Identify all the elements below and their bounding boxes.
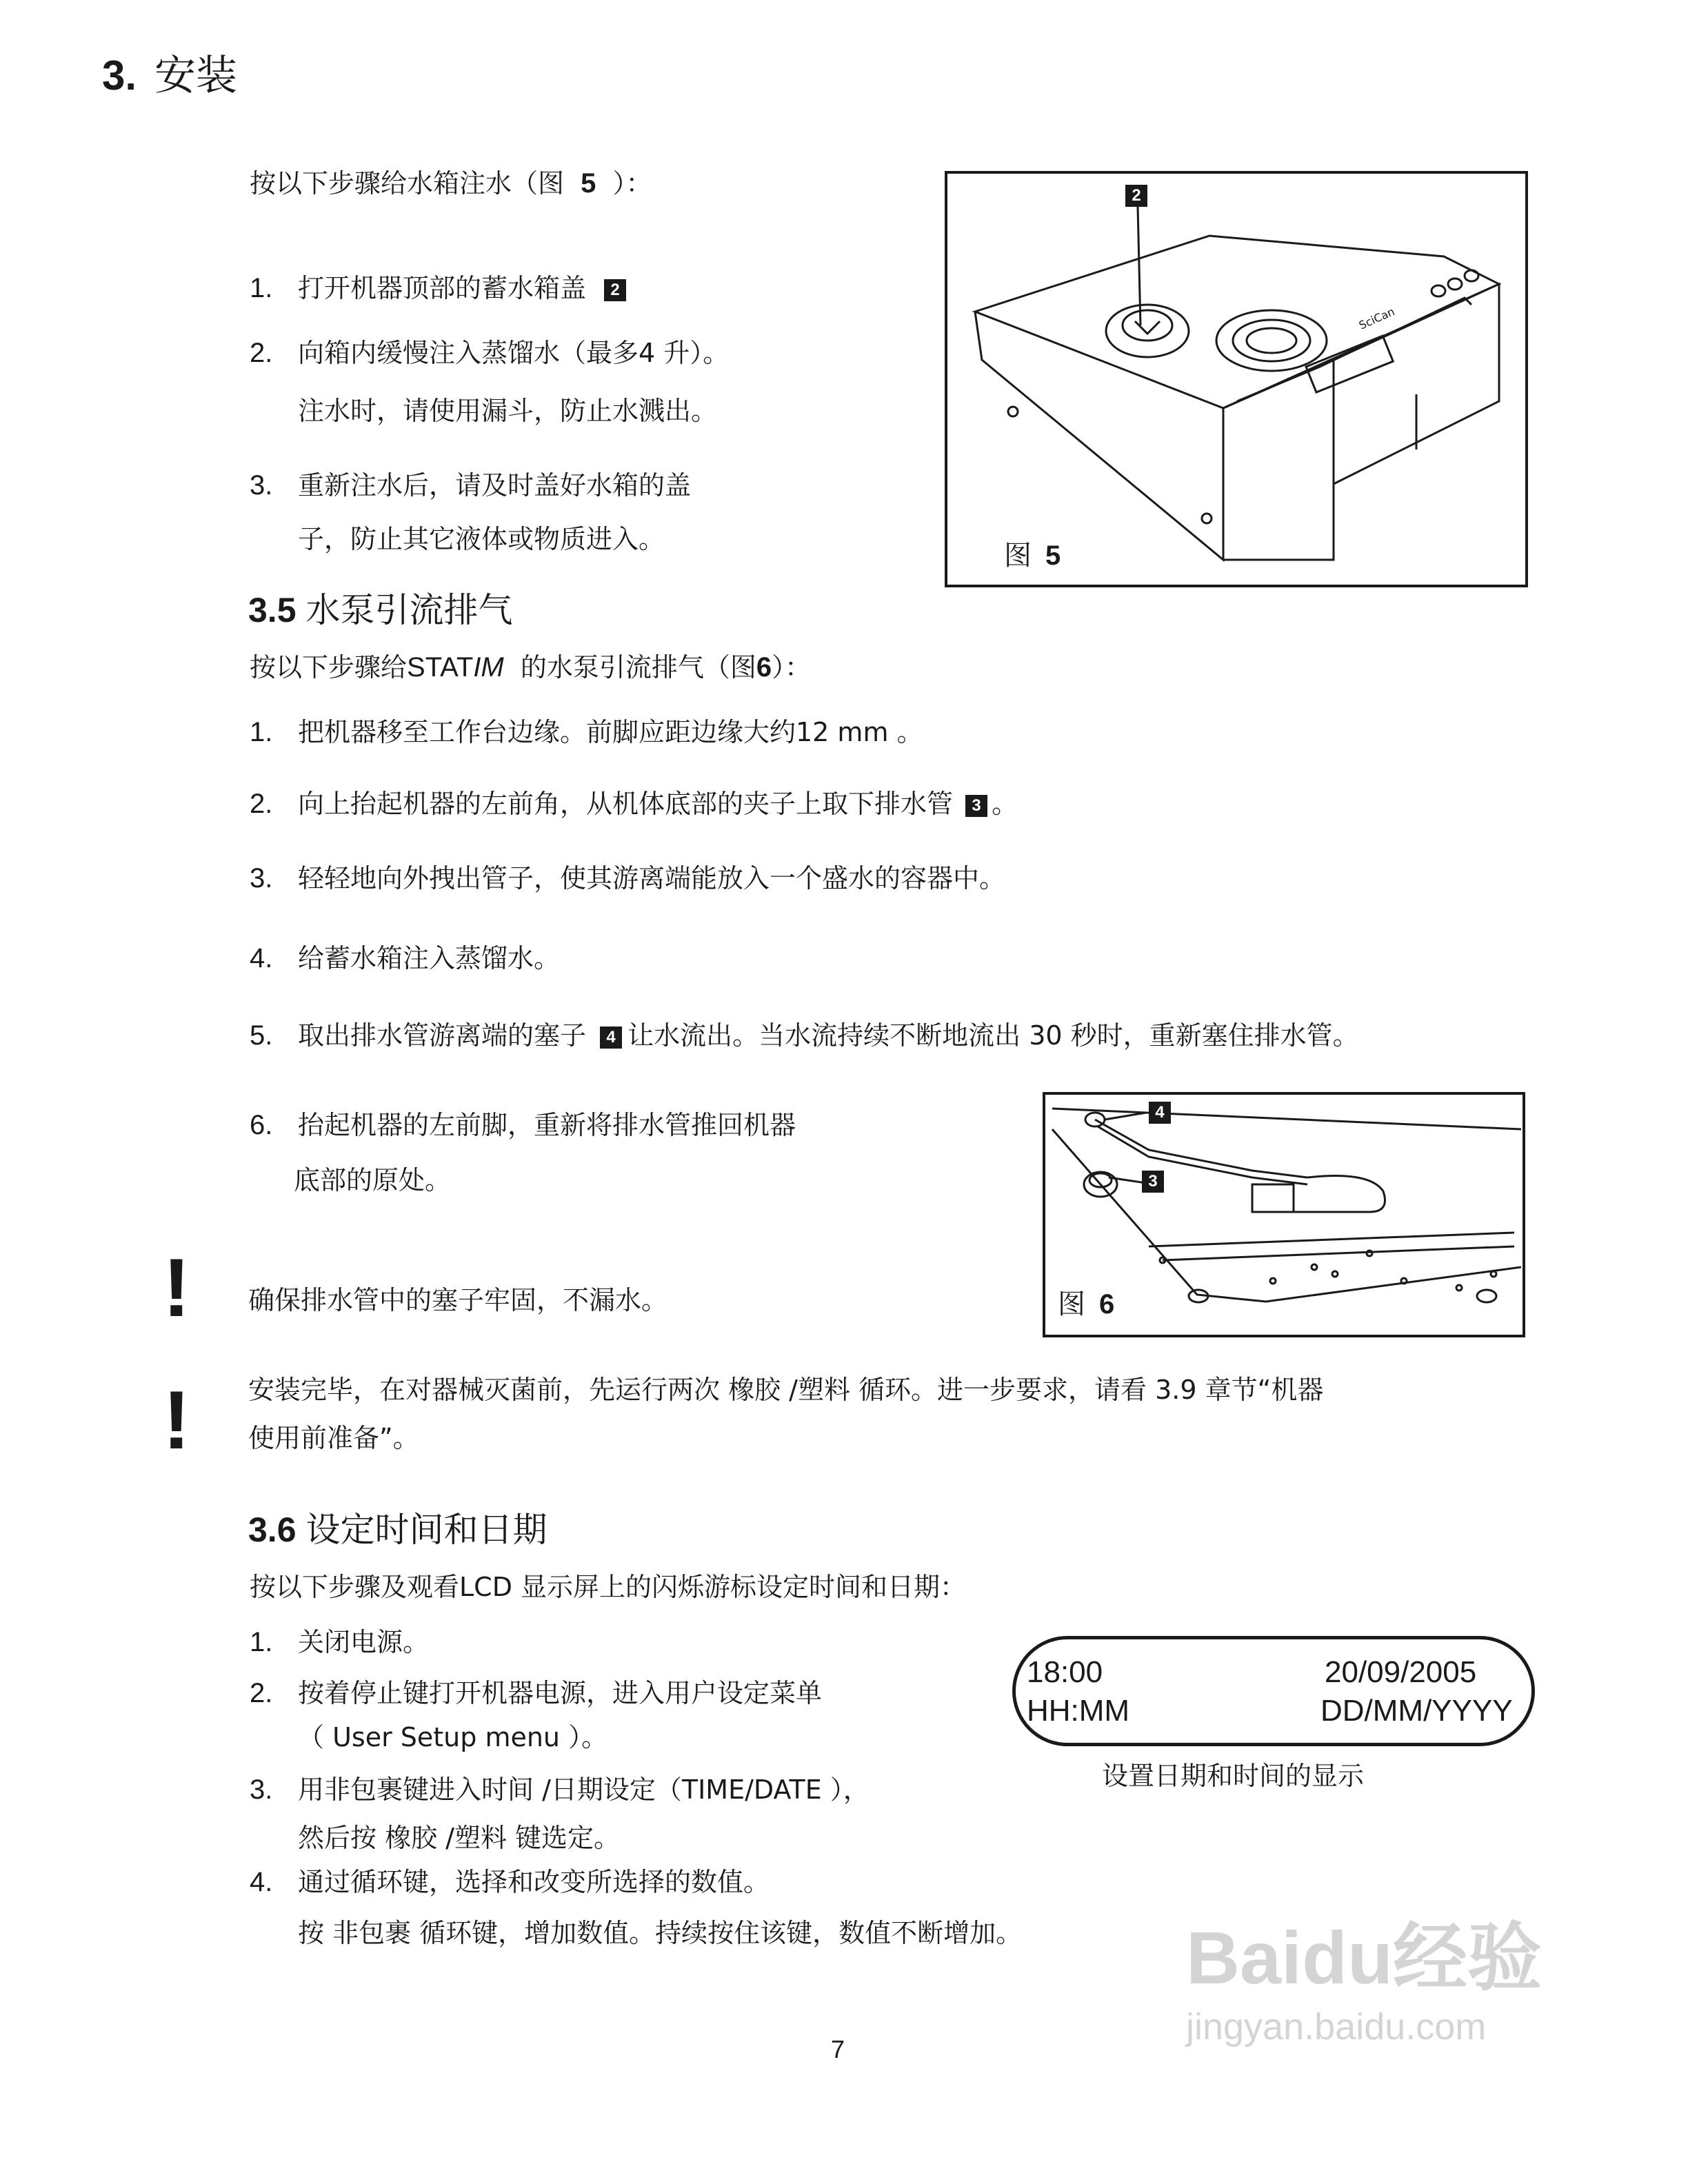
callout-tag: 4 [600,1027,622,1049]
chapter-title: 安装 [154,52,238,100]
figure5-caption: 图 5 [1004,540,1061,572]
callout-tag: 3 [965,795,987,817]
chapter-number: 3. [102,52,137,99]
warning-icon: ! [163,1374,190,1466]
lcd-caption: 设置日期和时间的显示 [1102,1761,1365,1791]
time-step-2-line2: （ User Setup menu ）。 [298,1722,608,1752]
fill-step-3-line2: 子，防止其它液体或物质进入。 [298,524,665,554]
chapter-heading [102,48,237,103]
watermark [1186,1917,1542,2049]
fill-step-2-line2: 注水时，请使用漏斗，防止水溅出。 [298,396,718,426]
watermark-url: jingyan.baidu.com [1186,2006,1487,2048]
lcd-time: 18:00 [1027,1655,1103,1689]
figure-6 [1043,1092,1525,1337]
fill-step-3: 3. 重新注水后，请及时盖好水箱的盖 [250,470,692,501]
page-number: 7 [831,2035,845,2063]
time-step-1: 1. 关闭电源。 [250,1627,430,1657]
callout-tag: 2 [604,279,626,301]
prime-step-5: 5. 取出排水管游离端的塞子 4 让水流出。当水流持续不断地流出 30 秒时，重新塞住排水管。 [250,1020,1359,1051]
prime-step-4: 4. 给蓄水箱注入蒸馏水。 [250,943,561,973]
fig-ref: 5 [581,168,596,199]
prime-step-1: 1. 把机器移至工作台边缘。前脚应距边缘大约12 mm 。 [250,717,923,747]
prime-step-3: 3. 轻轻地向外拽出管子，使其游离端能放入一个盛水的容器中。 [250,863,1006,893]
sterilizer-drawing [947,174,1531,590]
section-3-6-heading: 3.6 设定时间和日期 [248,1510,547,1550]
lcd-date-format: DD/MM/YYYY [1320,1694,1513,1728]
figure5-callout: 2 [1125,185,1147,207]
time-step-2: 2. 按着停止键打开机器电源，进入用户设定菜单 [250,1678,823,1708]
prime-step-6-line2: 底部的原处。 [294,1165,452,1195]
time-step-3-line2: 然后按 橡胶 /塑料 键选定。 [298,1823,621,1853]
fill-step-1: 1. 打开机器顶部的蓄水箱盖 2 [250,270,626,306]
watermark-brand: Baidu经验 [1186,1916,1543,1999]
prime-step-2: 2. 向上抬起机器的左前角，从机体底部的夹子上取下排水管 3 。 [250,789,1018,819]
section-3-5-heading: 3.5 水泵引流排气 [248,590,513,630]
warning-1: 确保排水管中的塞子牢固，不漏水。 [248,1285,668,1315]
prime-step-6: 6. 抬起机器的左前脚，重新将排水管推回机器 [250,1110,796,1140]
fill-step-2: 2. 向箱内缓慢注入蒸馏水（最多4 升）。 [250,338,730,368]
lcd-display [1012,1636,1535,1746]
lcd-time-format: HH:MM [1027,1694,1130,1728]
warning-2-line2: 使用前准备”。 [248,1423,419,1453]
figure6-caption: 图 6 [1058,1288,1115,1320]
warning-2-line1: 安装完毕，在对器械灭菌前，先运行两次 橡胶 /塑料 循环。进一步要求，请看 3.9 章节“机器 [248,1375,1324,1405]
lcd-date: 20/09/2005 [1325,1655,1477,1689]
time-step-4-line2: 按 非包裹 循环键，增加数值。持续按住该键，数值不断增加。 [298,1918,1023,1948]
figure6-callout-bottom: 3 [1142,1171,1164,1193]
time-step-4: 4. 通过循环键，选择和改变所选择的数值。 [250,1867,770,1897]
figure-5 [945,171,1528,587]
figure6-callout-top: 4 [1149,1102,1171,1124]
section-3-5-intro: 按以下步骤给STATIM 的水泵引流排气（图6）： [250,652,812,682]
time-step-3: 3. 用非包裹键进入时间 /日期设定（TIME/DATE ）， [250,1775,870,1805]
drain-tube-drawing [1045,1095,1528,1340]
fill-tank-intro: 按以下步骤给水箱注水（图 5 ）： [250,168,652,199]
brand-label: SciCan [1356,305,1397,332]
warning-icon: ! [163,1242,190,1334]
section-3-6-intro: 按以下步骤及观看LCD 显示屏上的闪烁游标设定时间和日期： [250,1572,967,1602]
